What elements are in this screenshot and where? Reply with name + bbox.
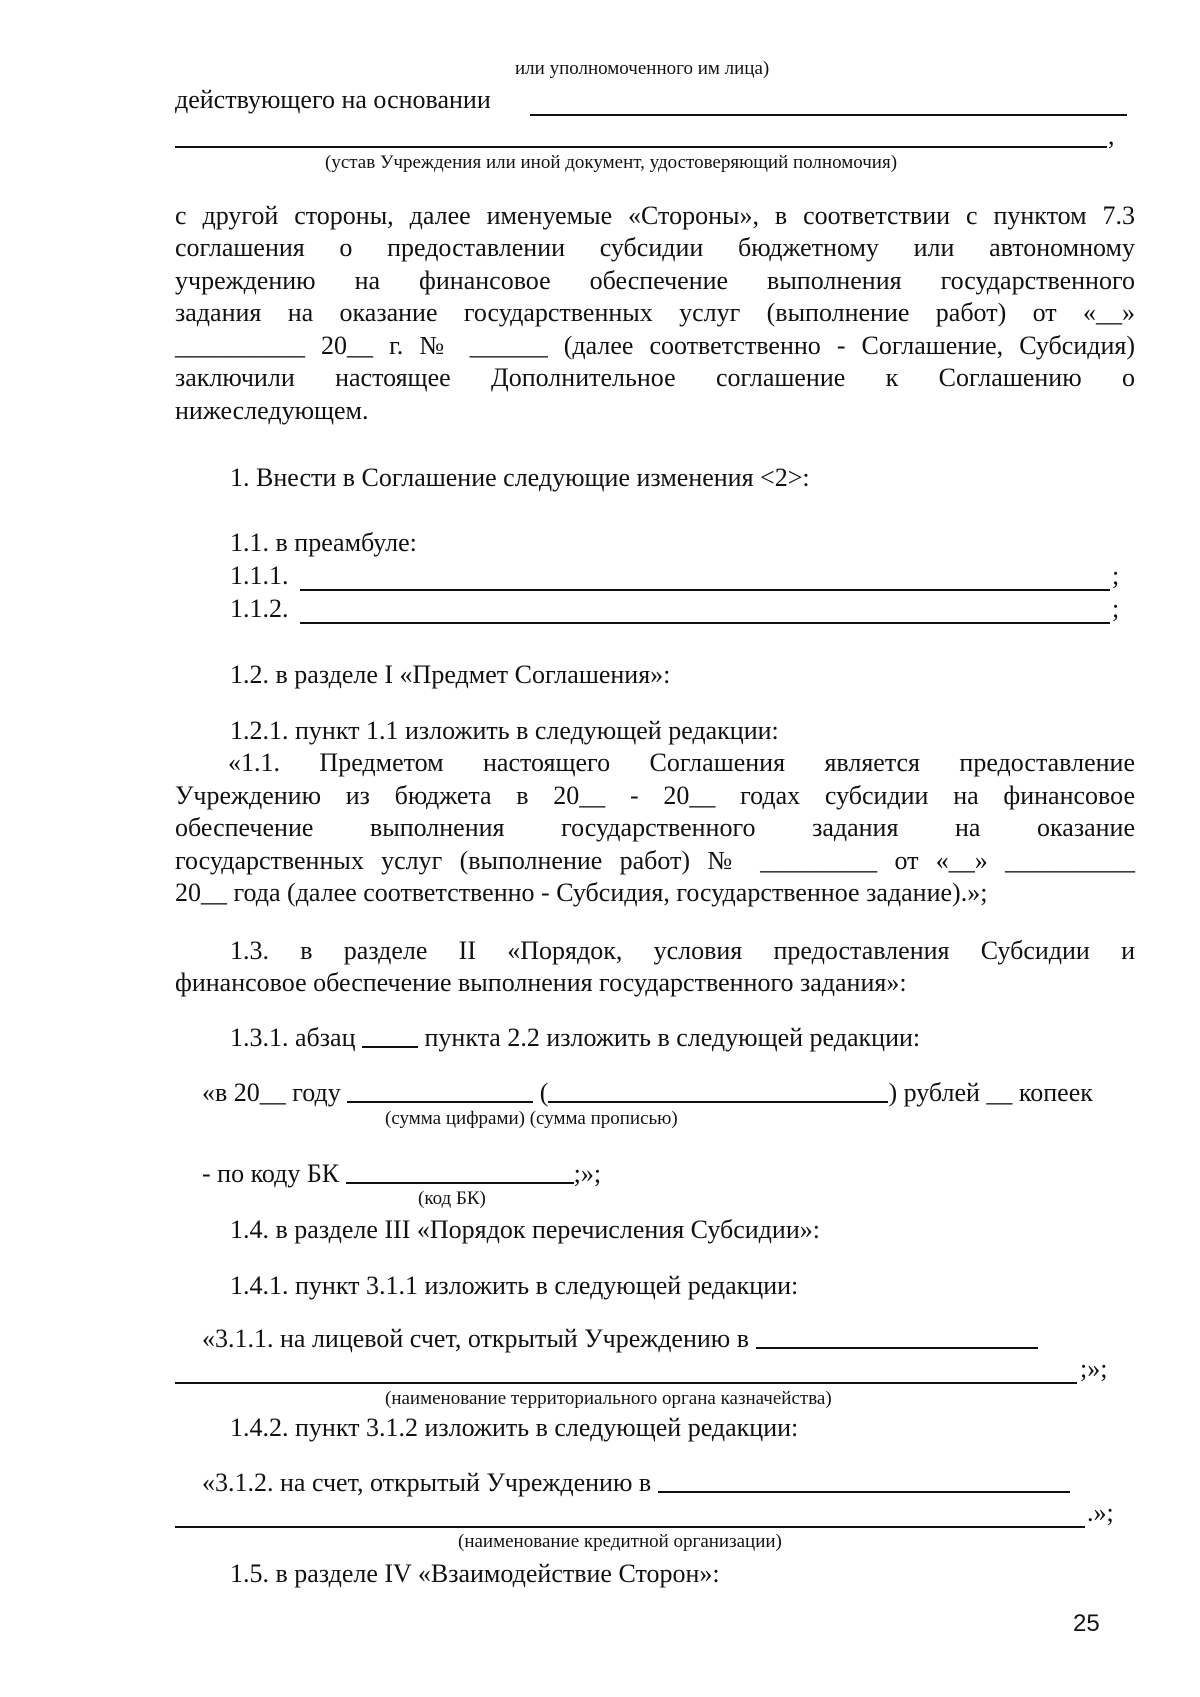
section-1: 1. Внести в Соглашение следующие изменения <2>: (230, 463, 810, 492)
treasury-blank-2 (175, 1382, 1077, 1384)
item-1-1-2: 1.1.2. (230, 594, 289, 623)
intro-line-2: соглашения о предоставлении субсидии бюджетному или автономному (175, 233, 1135, 262)
quote-1-1-line-1: «1.1. Предметом настоящего Соглашения является предоставление (228, 748, 1135, 777)
basis-label: действующего на основании (175, 85, 491, 114)
note-top: или уполномоченного им лица) (515, 58, 770, 79)
section-1-5: 1.5. в разделе IV «Взаимодействие Сторон»: (230, 1559, 720, 1588)
basis-blank (530, 114, 1127, 116)
section-1-2-1: 1.2.1. пункт 1.1 изложить в следующей редакции: (230, 716, 779, 745)
quote-3-1-2 (202, 1467, 1070, 1499)
section-1-4: 1.4. в разделе III «Порядок перечисления Субсидии»: (230, 1215, 820, 1244)
quote-1-1-line-5: 20__ года (далее соответственно - Субсидия, государственное задание).»; (175, 878, 988, 907)
quote-3-1-1-text: «3.1.1. на лицевой счет, открытый Учреждению в (202, 1324, 750, 1353)
intro-line-5: __________ 20__ г. № ______ (далее соответственно - Соглашение, Субсидия) (175, 331, 1135, 360)
item-1-1-1: 1.1.1. (230, 561, 289, 590)
quote-3-1-2-text: «3.1.2. на счет, открытый Учреждению в (202, 1468, 652, 1497)
sum-line (202, 1077, 1093, 1109)
item-1-1-2-blank (300, 622, 1110, 624)
sum-year: «в 20__ году (202, 1078, 341, 1107)
item-1-1-1-blank (300, 589, 1110, 591)
intro-line-7: нижеследующем. (175, 396, 369, 425)
kbk-blank (346, 1158, 574, 1184)
sum-words-blank (548, 1077, 888, 1103)
treasury-blank (756, 1323, 1038, 1349)
quote-1-1-line-3: обеспечение выполнения государственного задания на оказание (175, 813, 1135, 842)
section-1-3-1 (230, 1022, 920, 1054)
quote-3-1-1-end: ;»; (1080, 1354, 1108, 1383)
intro-line-6: заключили настоящее Дополнительное соглашение к Соглашению о (175, 363, 1135, 392)
kbk-end: ;»; (573, 1159, 602, 1188)
section-1-4-1: 1.4.1. пункт 3.1.1 изложить в следующей редакции: (230, 1271, 799, 1300)
intro-line-1: с другой стороны, далее именуемые «Стороны», в соответствии с пунктом 7.3 (175, 201, 1135, 230)
sum-digits-blank (347, 1077, 533, 1103)
basis-blank-2 (175, 146, 1107, 148)
page-number: 25 (1073, 1610, 1100, 1637)
section-1-1: 1.1. в преамбуле: (230, 528, 417, 557)
bank-blank-2 (175, 1526, 1085, 1528)
sum-caption: (сумма цифрами) (сумма прописью) (385, 1108, 678, 1129)
quote-3-1-1 (202, 1323, 1038, 1355)
kbk-caption: (код БК) (418, 1188, 486, 1209)
quote-1-1-line-2: Учреждению из бюджета в 20__ - 20__ годах субсидии на финансовое (175, 781, 1135, 810)
section-1-3-1-before: 1.3.1. абзац (230, 1023, 356, 1052)
quote-3-1-2-end: .»; (1087, 1498, 1114, 1527)
intro-line-4: задания на оказание государственных услуг (выполнение работ) от «__» (175, 298, 1135, 327)
bank-caption: (наименование кредитной организации) (458, 1531, 782, 1552)
section-1-3-line-2: финансовое обеспечение выполнения государственного задания»: (175, 968, 907, 997)
section-1-4-2: 1.4.2. пункт 3.1.2 изложить в следующей редакции: (230, 1413, 799, 1442)
sum-rub: ) рублей __ копеек (888, 1078, 1093, 1107)
kbk-line (202, 1158, 601, 1190)
basis-comma: , (1108, 121, 1115, 150)
section-1-2: 1.2. в разделе I «Предмет Соглашения»: (230, 660, 671, 689)
basis-caption: (устав Учреждения или иной документ, удостоверяющий полномочия) (325, 152, 898, 173)
item-1-1-2-semicolon: ; (1112, 594, 1120, 623)
quote-1-1-line-4: государственных услуг (выполнение работ) № _________ от «__» __________ (175, 846, 1135, 875)
treasury-caption: (наименование территориального органа казначейства) (385, 1388, 832, 1409)
kbk-label: - по коду БК (202, 1159, 340, 1188)
intro-line-3: учреждению на финансовое обеспечение выполнения государственного (175, 266, 1135, 295)
paragraph-number-blank (362, 1022, 418, 1048)
section-1-3-1-after: пункта 2.2 изложить в следующей редакции: (424, 1023, 921, 1052)
section-1-3-line-1: 1.3. в разделе II «Порядок, условия предоставления Субсидии и (230, 936, 1135, 965)
sum-open-paren: ( (539, 1078, 549, 1107)
bank-blank (658, 1467, 1070, 1493)
item-1-1-1-semicolon: ; (1112, 561, 1120, 590)
